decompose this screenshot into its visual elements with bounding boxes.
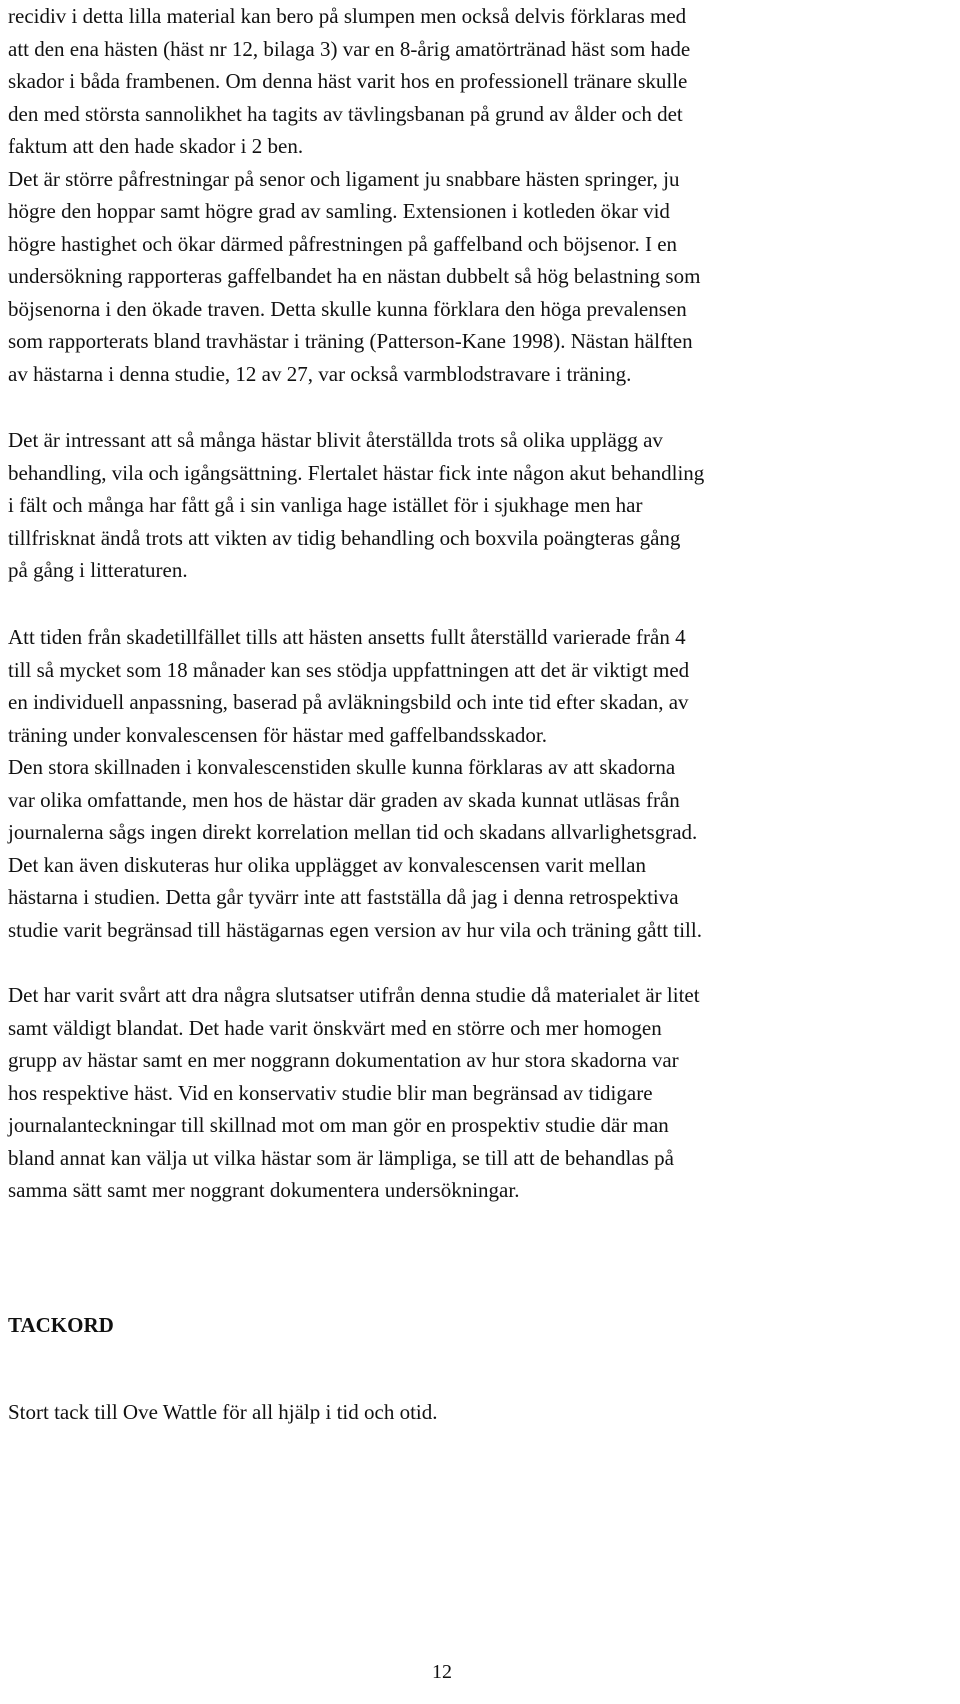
text-line: journalanteckningar till skillnad mot om man gör en prospektiv studie där man [8, 1113, 669, 1137]
text-line: tillfrisknat ändå trots att vikten av tidig behandling och boxvila poängteras gång [8, 525, 681, 550]
text-line: hos respektive häst. Vid en konservativ studie blir man begränsad av tidigare [8, 1080, 653, 1105]
text-line: att den ena hästen (häst nr 12, bilaga 3) var en 8-årig amatörtränad häst som hade [8, 36, 691, 61]
acknowledgements-text [8, 1396, 888, 1429]
text-line: hästarna i studien. Detta går tyvärr inte att fastställa då jag i denna retrospektiva [8, 885, 679, 909]
text-line: högre den hoppar samt högre grad av samling. Extensionen i kotleden ökar vid [8, 199, 670, 223]
text-line: Det kan även diskuteras hur olika upplägget av konvalescensen varit mellan [8, 852, 646, 877]
text-line: i fält och många har fått gå i sin vanliga hage istället för i sjukhage men har [8, 493, 643, 517]
acknowledgements-heading: TACKORD [8, 1313, 114, 1337]
text-line: till så mycket som 18 månader kan ses stödja uppfattningen att det är viktigt med [8, 657, 690, 682]
paragraph-4 [8, 979, 888, 1207]
text-line: bland annat kan välja ut vilka hästar som är lämpliga, se till att de behandlas på [8, 1145, 674, 1170]
text-line: skador i båda frambenen. Om denna häst varit hos en professionell tränare skulle [8, 69, 688, 93]
paragraph-3 [8, 621, 888, 946]
paragraph-2 [8, 424, 888, 587]
text-line: träning under konvalescensen för hästar med gaffelbandsskador. [8, 722, 548, 747]
text-line: behandling, vila och igångsättning. Flertalet hästar fick inte någon akut behandling [8, 460, 705, 485]
text-line: Den stora skillnaden i konvalescenstiden skulle kunna förklaras av att skadorna [8, 755, 676, 779]
text-line: som rapporterats bland travhästar i träning (Patterson-Kane 1998). Nästan hälften [8, 329, 693, 353]
paragraph-1 [8, 0, 888, 390]
text-line: högre hastighet och ökar därmed påfrestningen på gaffelband och böjsenor. I en [8, 231, 678, 256]
text-line: Stort tack till Ove Wattle för all hjälp i tid och otid. [8, 1400, 438, 1424]
text-line: recidiv i detta lilla material kan bero på slumpen men också delvis förklaras med [8, 4, 687, 28]
text-line: samma sätt samt mer noggrant dokumentera undersökningar. [8, 1178, 520, 1202]
text-line: grupp av hästar samt en mer noggrann dokumentation av hur stora skadorna var [8, 1048, 679, 1072]
text-line: av hästarna i denna studie, 12 av 27, var också varmblodstravare i träning. [8, 361, 632, 386]
text-line: studie varit begränsad till hästägarnas egen version av hur vila och träning gått till. [8, 917, 702, 942]
text-line: var olika omfattande, men hos de hästar där graden av skada kunnat utläsas från [8, 787, 680, 812]
text-line: Det har varit svårt att dra några slutsatser utifrån denna studie då materialet är litet [8, 983, 700, 1007]
text-line: undersökning rapporteras gaffelbandet ha en nästan dubbelt så hög belastning som [8, 264, 701, 288]
page-number: 12 [432, 1661, 452, 1683]
text-line: Att tiden från skadetillfället tills att hästen ansetts fullt återställd varierade från 4 [8, 625, 686, 649]
text-line: faktum att den hade skador i 2 ben. [8, 134, 304, 158]
text-line: på gång i litteraturen. [8, 558, 188, 582]
text-line: en individuell anpassning, baserad på avläkningsbild och inte tid efter skadan, av [8, 690, 689, 714]
text-line: den med största sannolikhet ha tagits av tävlingsbanan på grund av ålder och det [8, 101, 683, 126]
text-line: Det är intressant att så många hästar blivit återställda trots så olika upplägg av [8, 428, 663, 452]
text-line: Det är större påfrestningar på senor och ligament ju snabbare hästen springer, ju [8, 166, 680, 191]
text-line: böjsenorna i den ökade traven. Detta skulle kunna förklara den höga prevalensen [8, 296, 687, 321]
text-line: journalerna sågs ingen direkt korrelation mellan tid och skadans allvarlighetsgrad. [8, 820, 698, 844]
text-line: samt väldigt blandat. Det hade varit önskvärt med en större och mer homogen [8, 1015, 662, 1040]
